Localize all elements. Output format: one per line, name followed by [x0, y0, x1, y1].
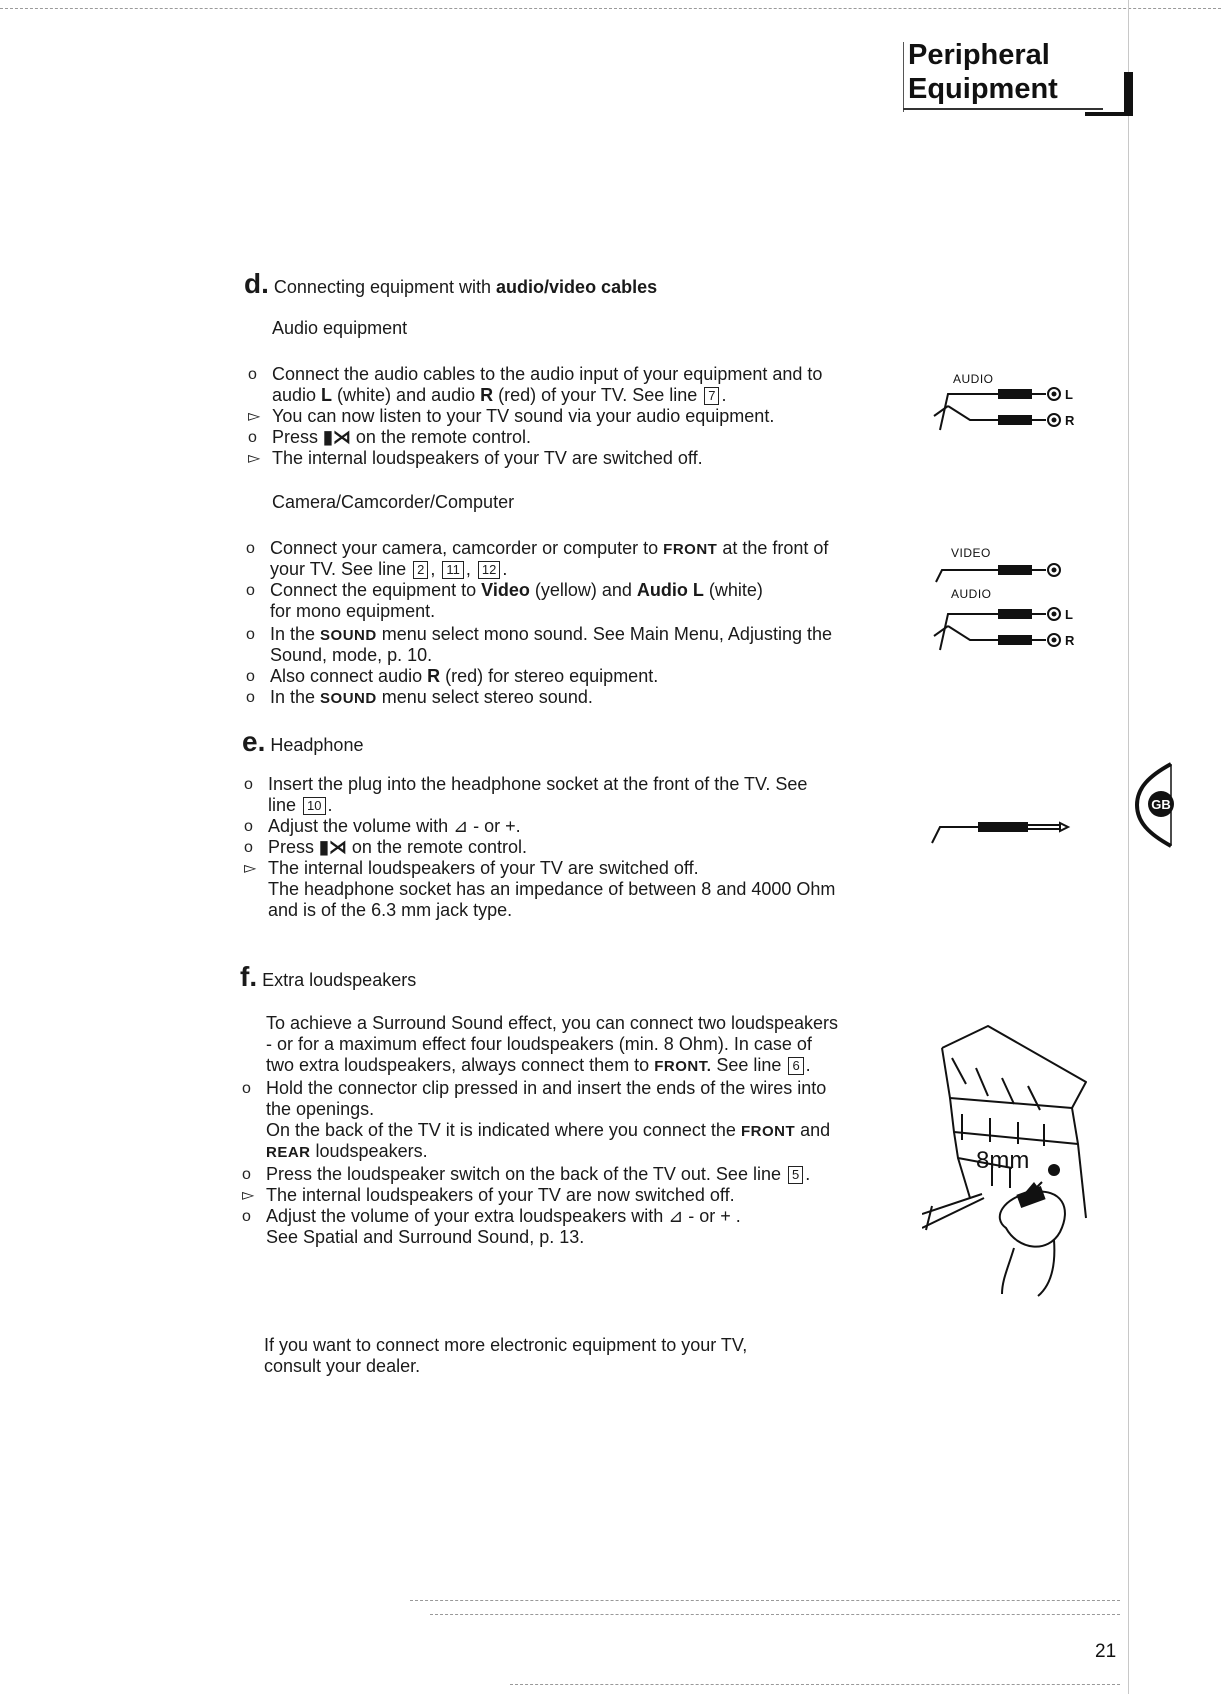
camera-line-7-a: Also connect audio [270, 666, 428, 686]
bullet-marker: o [242, 1208, 251, 1225]
audio-subheading: Audio equipment [272, 318, 408, 338]
camera-line-7 [270, 666, 658, 687]
page-title-line2: Equipment [908, 73, 1058, 105]
video-cable-diagram [928, 560, 1098, 586]
camera-line-7-b: (red) for stereo equipment. [440, 666, 659, 686]
audio-item-4-b: on the remote control. [350, 427, 532, 447]
page-title [908, 38, 1058, 106]
camera-line-1-b: at the front of [717, 538, 829, 558]
camera-line-2: your TV. See line 2 , 11 , 12 . [270, 559, 508, 579]
line-reference-box: 7 [704, 387, 719, 405]
camera-line-4: for mono equipment. [270, 601, 436, 621]
bullet-marker: o [242, 1080, 251, 1097]
sound-menu-label: SOUND [320, 627, 377, 644]
speakers-para-3: two extra loudspeakers, always connect them to FRONT. See line 6 . [266, 1055, 811, 1075]
right-channel-label: R [1065, 413, 1075, 428]
section-e-title: Headphone [270, 735, 364, 755]
audio-item-2-end: . [721, 385, 727, 405]
front-label: FRONT. [654, 1058, 712, 1075]
camera-line-8 [270, 687, 593, 709]
audio-item-1: Connect the audio cables to the audio input of your equipment and to [272, 364, 823, 384]
audio-l-label: Audio L [636, 580, 704, 600]
language-tab-gb [1131, 762, 1175, 848]
line-reference-box: 11 [442, 561, 464, 579]
camera-subheading: Camera/Camcorder/Computer [272, 492, 515, 512]
section-e-letter: e. [242, 726, 266, 757]
language-code: GB [1151, 797, 1171, 812]
header-divider [903, 42, 904, 112]
header-tab-marker [1124, 72, 1133, 116]
camera-line-8-a: In the [270, 687, 321, 707]
bullet-marker: o [244, 839, 253, 856]
audio-item-2-a: audio [272, 385, 322, 405]
line-reference-box: 10 [303, 797, 325, 815]
dealer-note-1: If you want to connect more electronic equipment to your TV, [264, 1335, 748, 1355]
speakers-line-3 [266, 1120, 830, 1142]
headphone-line-7: and is of the 6.3 mm jack type. [268, 900, 513, 920]
audio-cable-diagram [928, 386, 1098, 442]
audio-item-4 [272, 427, 531, 448]
audio-item-5: The internal loudspeakers of your TV are switched off. [272, 448, 703, 468]
camera-line-5-a: In the [270, 624, 321, 644]
bullet-marker: o [246, 668, 255, 685]
headphone-line-5: The internal loudspeakers of your TV are switched off. [268, 858, 699, 878]
camera-line-2-a: your TV. See line [270, 559, 412, 579]
audio-cable-diagram-2 [928, 606, 1098, 662]
page-edge [1128, 0, 1129, 1694]
line-reference-box: 2 [413, 561, 428, 579]
bullet-marker: o [246, 626, 255, 643]
audio-right-label: R [480, 385, 494, 405]
bullet-marker: o [248, 429, 257, 446]
scan-edge-line [0, 8, 1221, 9]
section-d-title: Connecting equipment with [273, 277, 497, 297]
audio-item-2 [272, 385, 727, 406]
wire-strip-length-label: 8mm [976, 1147, 1030, 1174]
footer-scan-line [430, 1614, 1120, 1615]
headphone-line-1: Insert the plug into the headphone socket at the front of the TV. See [268, 774, 808, 794]
camera-line-5-b: menu select mono sound. See Main Menu, Adjusting the [376, 624, 832, 644]
bullet-marker: o [246, 582, 255, 599]
bullet-marker: o [242, 1166, 251, 1183]
bullet-marker: o [248, 366, 257, 383]
mute-icon: ▮⋊ [319, 837, 347, 857]
line-reference-box: 12 [478, 561, 500, 579]
right-channel-label-2: R [1065, 633, 1075, 648]
line-reference-box: 6 [788, 1057, 803, 1075]
mute-icon: ▮⋊ [323, 427, 351, 447]
bullet-marker: o [244, 818, 253, 835]
speakers-line-4-b: loudspeakers. [310, 1141, 428, 1161]
section-f-letter: f. [240, 961, 258, 992]
rear-label: REAR [266, 1144, 311, 1161]
header-underline [903, 108, 1103, 110]
diagram-audio-label-2: AUDIO [951, 587, 992, 601]
headphone-line-2-a: line [268, 795, 302, 815]
speakers-line-5: Press the loudspeaker switch on the back of the TV out. See line 5 . [266, 1164, 811, 1184]
result-arrow-marker: ▻ [242, 1187, 255, 1204]
front-label: FRONT [663, 541, 718, 558]
speakers-line-3-b: and [795, 1120, 831, 1140]
speakers-line-7: Adjust the volume of your extra loudspeakers with ⊿ - or + . [266, 1206, 741, 1226]
header-tab-foot [1085, 112, 1133, 116]
dealer-note-2: consult your dealer. [264, 1356, 421, 1376]
headphone-line-3: Adjust the volume with ⊿ - or +. [268, 816, 521, 836]
speakers-para-2: - or for a maximum effect four loudspeakers (min. 8 Ohm). In case of [266, 1034, 812, 1054]
audio-item-2-b: (white) and audio [332, 385, 481, 405]
loudspeaker-connector-illustration [922, 1018, 1092, 1298]
speakers-line-4 [266, 1141, 428, 1163]
result-arrow-marker: ▻ [244, 860, 257, 877]
speakers-para-3-b: See line [711, 1055, 787, 1075]
speakers-para-3-a: two extra loudspeakers, always connect them to [266, 1055, 655, 1075]
headphone-line-6: The headphone socket has an impedance of between 8 and 4000 Ohm [268, 879, 836, 899]
camera-line-3 [270, 580, 763, 601]
audio-left-label: L [321, 385, 333, 405]
camera-line-8-b: menu select stereo sound. [376, 687, 593, 707]
speakers-para-1: To achieve a Surround Sound effect, you can connect two loudspeakers [266, 1013, 839, 1033]
camera-line-3-a: Connect the equipment to [270, 580, 482, 600]
left-channel-label-2: L [1065, 607, 1073, 622]
headphone-line-2: line 10 . [268, 795, 333, 815]
bullet-marker: o [244, 776, 253, 793]
left-channel-label: L [1065, 387, 1073, 402]
section-d-title-bold: audio/video cables [496, 277, 658, 297]
camera-line-1-a: Connect your camera, camcorder or computer to [270, 538, 664, 558]
diagram-video-label: VIDEO [951, 546, 991, 560]
headphone-line-4 [268, 837, 527, 858]
video-label: Video [481, 580, 530, 600]
audio-item-3: You can now listen to your TV sound via your audio equipment. [272, 406, 775, 426]
page-title-line1: Peripheral [908, 39, 1050, 71]
camera-line-3-c: (white) [703, 580, 763, 600]
section-d-letter: d. [244, 268, 269, 299]
speakers-line-1: Hold the connector clip pressed in and insert the ends of the wires into [266, 1078, 827, 1098]
speakers-line-5-a: Press the loudspeaker switch on the back of the TV out. See line [266, 1164, 786, 1184]
front-label: FRONT [740, 1123, 796, 1140]
speakers-line-8: See Spatial and Surround Sound, p. 13. [266, 1227, 585, 1247]
line-reference-box: 5 [788, 1166, 803, 1184]
section-f-heading [240, 963, 416, 991]
sound-menu-label: SOUND [320, 690, 377, 707]
headphone-line-4-b: on the remote control. [346, 837, 528, 857]
audio-item-4-a: Press [272, 427, 324, 447]
result-arrow-marker: ▻ [248, 408, 261, 425]
camera-line-3-b: (yellow) and [529, 580, 637, 600]
speakers-line-2: the openings. [266, 1099, 375, 1119]
section-f-title: Extra loudspeakers [262, 970, 417, 990]
footer-scan-line [410, 1600, 1120, 1601]
footer-scan-line [510, 1684, 1120, 1685]
headphone-line-4-a: Press [268, 837, 320, 857]
camera-line-1 [270, 538, 828, 560]
bullet-marker: o [246, 689, 255, 706]
audio-r-label: R [427, 666, 441, 686]
speakers-line-6: The internal loudspeakers of your TV are now switched off. [266, 1185, 735, 1205]
speakers-line-3-a: On the back of the TV it is indicated where you connect the [266, 1120, 741, 1140]
result-arrow-marker: ▻ [248, 450, 261, 467]
section-e-heading [242, 728, 363, 756]
section-d-heading [244, 270, 657, 298]
diagram-audio-label: AUDIO [953, 372, 994, 386]
bullet-marker: o [246, 540, 255, 557]
camera-line-5 [270, 624, 832, 646]
audio-item-2-c: (red) of your TV. See line [493, 385, 703, 405]
headphone-jack-diagram [928, 815, 1088, 845]
camera-line-6: Sound, mode, p. 10. [270, 645, 433, 665]
page-number: 21 [1095, 1641, 1117, 1662]
